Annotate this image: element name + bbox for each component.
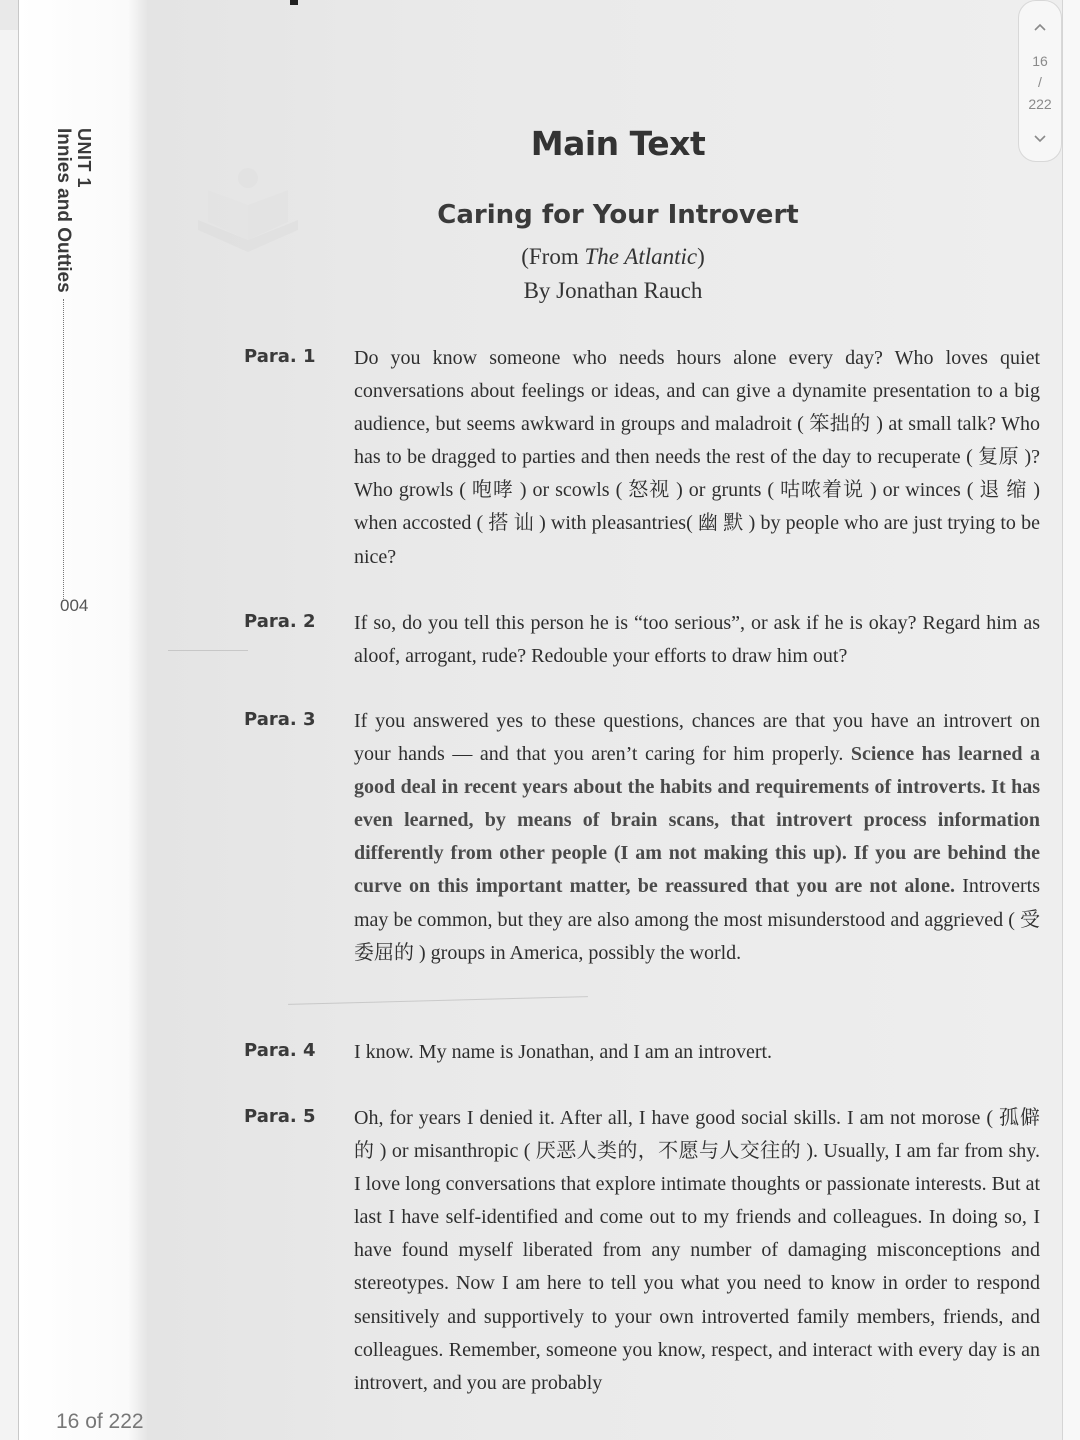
paragraph-text: Do you know someone who needs hours alone every day? Who loves quiet conversations about feelings or ideas, and can give a dynamite presentation to a big audience, but seems awkward in groups and maladroit ( 笨拙的 ) at small talk? Who has to be dragged to parties and then needs the rest of the day to recuperate ( 复原 )? Who growls ( 咆哮 ) or scowls ( 怒视 ) or grunts ( 咕哝着说 ) or winces ( 退 缩 ) when accosted ( 搭 讪 ) with pleasantries( 幽 默 ) by people who are just trying to be nice? — [354, 347, 1040, 568]
paragraph-text: Oh, for years I denied it. After all, I have good social skills. I am not morose ( 孤僻的 ) or misanthropic ( 厌恶人类的，不愿与人交往的 ). Usually, I am far from shy. I love long conversations that explore intimate thoughts or passionate interests. But at last I have self-identified and come out to my friends and colleagues. In doing so, I have found myself liberated from any number of damaging misconceptions and stereotypes. Now I am here to tell you what you need to know in order to respond sensitively and supportively to your own introverted family members, friends, and colleagues. Remember, someone you know, respect, and interact with every day is an introvert, and you are probably — [354, 1107, 1040, 1394]
highlighted-text: Science has learned a good deal in recent years about the habits and requirements of introverts. It has even learned, by means of brain scans, that introvert process information differently from other people (I am not making this up). If you are behind the curve on this important matter, be reassured that you are not alone. — [354, 743, 1040, 898]
paragraph-text: I know. My name is Jonathan, and I am an introvert. — [354, 1041, 773, 1063]
printed-page-number: 004 — [60, 596, 89, 615]
paragraph-label: Para. 3 — [244, 709, 316, 730]
paragraph-label: Para. 5 — [244, 1106, 316, 1127]
viewer-corner — [0, 0, 18, 30]
article-source: (From The Atlantic) — [521, 244, 705, 269]
article-author: By Jonathan Rauch — [523, 278, 703, 303]
paragraph-text: If so, do you tell this person he is “too serious”, or ask if he is okay? Regard him as aloof, arrogant, rude? Redouble your efforts to draw him out? — [354, 612, 1040, 668]
next-page-button[interactable] — [1019, 127, 1061, 153]
book-watermark-icon — [188, 160, 308, 260]
publication-name: The Atlantic — [584, 244, 698, 269]
previous-page-button[interactable] — [1019, 15, 1061, 41]
scan-crease — [288, 996, 588, 1005]
scan-crease — [168, 650, 248, 651]
scan-artifact — [290, 0, 298, 5]
paragraph-label: Para. 2 — [244, 611, 316, 632]
scanned-page — [18, 0, 1062, 1440]
main-heading: Main Text — [530, 124, 706, 163]
viewer-scroll-track[interactable] — [1062, 0, 1080, 1440]
page-navigator — [1018, 0, 1062, 162]
page-counter: 16 of 222 — [56, 1410, 144, 1433]
chevron-down-icon — [1033, 134, 1047, 144]
unit-number: UNIT 1 — [74, 128, 94, 189]
unit-side-label — [50, 128, 98, 608]
current-page-number[interactable]: 16 — [1032, 53, 1048, 69]
chevron-up-icon — [1033, 22, 1047, 32]
unit-title: Innies and Outties — [52, 128, 74, 599]
article-title: Caring for Your Introvert — [437, 200, 799, 230]
total-pages: 222 — [1028, 96, 1052, 112]
paragraph-text: If you answered yes to these questions, chances are that you have an introvert on your hands — and that you aren’t caring for him properly. Science has learned a good deal in recent years about the habits and requirements of introverts. It has even learned, by means of brain scans, that introvert process information differently from other people (I am not making this up). If you are behind the curve on this important matter, be reassured that you are not alone. Introverts may be common, but they are also among the most misunderstood and aggrieved ( 受委屈的 ) groups in America, possibly the world. — [354, 710, 1040, 964]
page-separator: / — [1038, 74, 1042, 90]
paragraph-label: Para. 4 — [244, 1040, 316, 1061]
page-edge — [18, 0, 19, 1440]
paragraph-label: Para. 1 — [244, 346, 316, 367]
